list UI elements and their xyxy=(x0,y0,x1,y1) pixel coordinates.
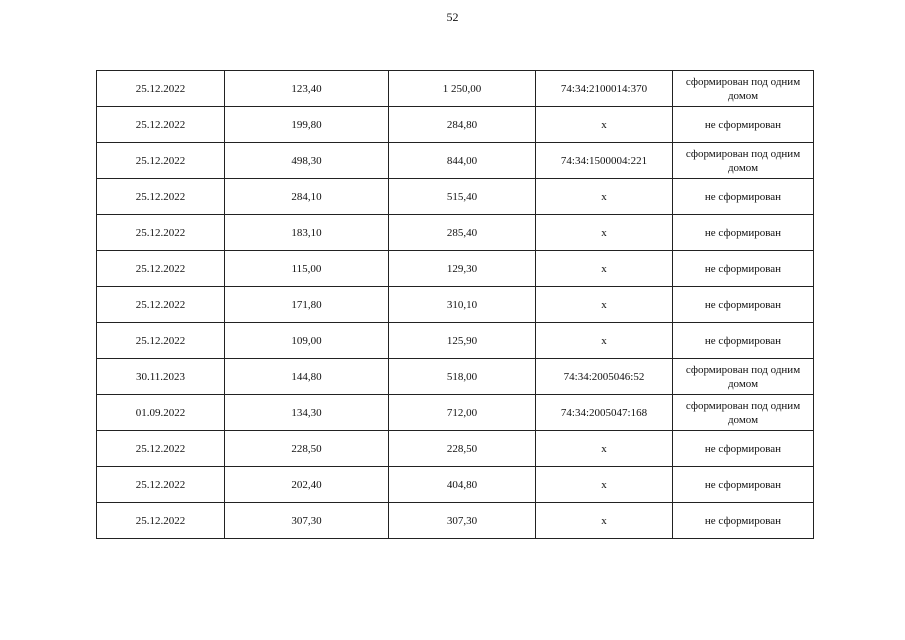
plot-area-cell: 844,00 xyxy=(389,143,536,179)
status-cell: не сформирован xyxy=(673,287,814,323)
status-cell: сформирован под одним домом xyxy=(673,71,814,107)
area-cell: 144,80 xyxy=(225,359,389,395)
cadastral-number-cell: х xyxy=(536,467,673,503)
cadastral-number-cell: х xyxy=(536,215,673,251)
status-cell: не сформирован xyxy=(673,431,814,467)
area-cell: 134,30 xyxy=(225,395,389,431)
area-cell: 115,00 xyxy=(225,251,389,287)
area-cell: 199,80 xyxy=(225,107,389,143)
date-cell: 25.12.2022 xyxy=(97,251,225,287)
plot-area-cell: 404,80 xyxy=(389,467,536,503)
status-cell: не сформирован xyxy=(673,179,814,215)
table-row xyxy=(97,359,814,395)
table-row xyxy=(97,71,814,107)
status-cell: не сформирован xyxy=(673,467,814,503)
status-cell: не сформирован xyxy=(673,107,814,143)
date-cell: 25.12.2022 xyxy=(97,107,225,143)
cadastral-number-cell: 74:34:1500004:221 xyxy=(536,143,673,179)
area-cell: 183,10 xyxy=(225,215,389,251)
area-cell: 202,40 xyxy=(225,467,389,503)
status-cell: сформирован под одним домом xyxy=(673,143,814,179)
status-cell: сформирован под одним домом xyxy=(673,395,814,431)
cadastral-number-cell: 74:34:2005046:52 xyxy=(536,359,673,395)
table-body xyxy=(97,71,814,539)
status-cell: не сформирован xyxy=(673,323,814,359)
plot-area-cell: 307,30 xyxy=(389,503,536,539)
cadastral-number-cell: 74:34:2100014:370 xyxy=(536,71,673,107)
date-cell: 25.12.2022 xyxy=(97,179,225,215)
plot-area-cell: 310,10 xyxy=(389,287,536,323)
status-cell: не сформирован xyxy=(673,503,814,539)
plot-area-cell: 515,40 xyxy=(389,179,536,215)
table-row xyxy=(97,179,814,215)
area-cell: 307,30 xyxy=(225,503,389,539)
area-cell: 228,50 xyxy=(225,431,389,467)
cadastral-number-cell: х xyxy=(536,323,673,359)
table-row xyxy=(97,215,814,251)
cadastral-number-cell: х xyxy=(536,251,673,287)
cadastral-number-cell: х xyxy=(536,107,673,143)
date-cell: 25.12.2022 xyxy=(97,503,225,539)
date-cell: 01.09.2022 xyxy=(97,395,225,431)
page-number: 52 xyxy=(446,10,459,24)
cadastral-number-cell: 74:34:2005047:168 xyxy=(536,395,673,431)
cadastral-number-cell: х xyxy=(536,431,673,467)
table-row xyxy=(97,431,814,467)
plot-area-cell: 712,00 xyxy=(389,395,536,431)
table-row xyxy=(97,287,814,323)
plot-area-cell: 284,80 xyxy=(389,107,536,143)
date-cell: 25.12.2022 xyxy=(97,143,225,179)
status-cell: сформирован под одним домом xyxy=(673,359,814,395)
table-row xyxy=(97,503,814,539)
status-cell: не сформирован xyxy=(673,251,814,287)
plot-area-cell: 129,30 xyxy=(389,251,536,287)
area-cell: 284,10 xyxy=(225,179,389,215)
cadastral-number-cell: х xyxy=(536,503,673,539)
table-row xyxy=(97,395,814,431)
plot-area-cell: 125,90 xyxy=(389,323,536,359)
table-row xyxy=(97,107,814,143)
area-cell: 109,00 xyxy=(225,323,389,359)
plot-area-cell: 518,00 xyxy=(389,359,536,395)
table-row xyxy=(97,251,814,287)
table-row xyxy=(97,467,814,503)
land-plots-table xyxy=(96,70,814,539)
plot-area-cell: 228,50 xyxy=(389,431,536,467)
date-cell: 25.12.2022 xyxy=(97,287,225,323)
table-row xyxy=(97,143,814,179)
date-cell: 25.12.2022 xyxy=(97,323,225,359)
table-row xyxy=(97,323,814,359)
plot-area-cell: 285,40 xyxy=(389,215,536,251)
status-cell: не сформирован xyxy=(673,215,814,251)
area-cell: 498,30 xyxy=(225,143,389,179)
cadastral-number-cell: х xyxy=(536,287,673,323)
date-cell: 25.12.2022 xyxy=(97,431,225,467)
cadastral-number-cell: х xyxy=(536,179,673,215)
plot-area-cell: 1 250,00 xyxy=(389,71,536,107)
area-cell: 123,40 xyxy=(225,71,389,107)
date-cell: 25.12.2022 xyxy=(97,467,225,503)
date-cell: 30.11.2023 xyxy=(97,359,225,395)
date-cell: 25.12.2022 xyxy=(97,71,225,107)
date-cell: 25.12.2022 xyxy=(97,215,225,251)
area-cell: 171,80 xyxy=(225,287,389,323)
